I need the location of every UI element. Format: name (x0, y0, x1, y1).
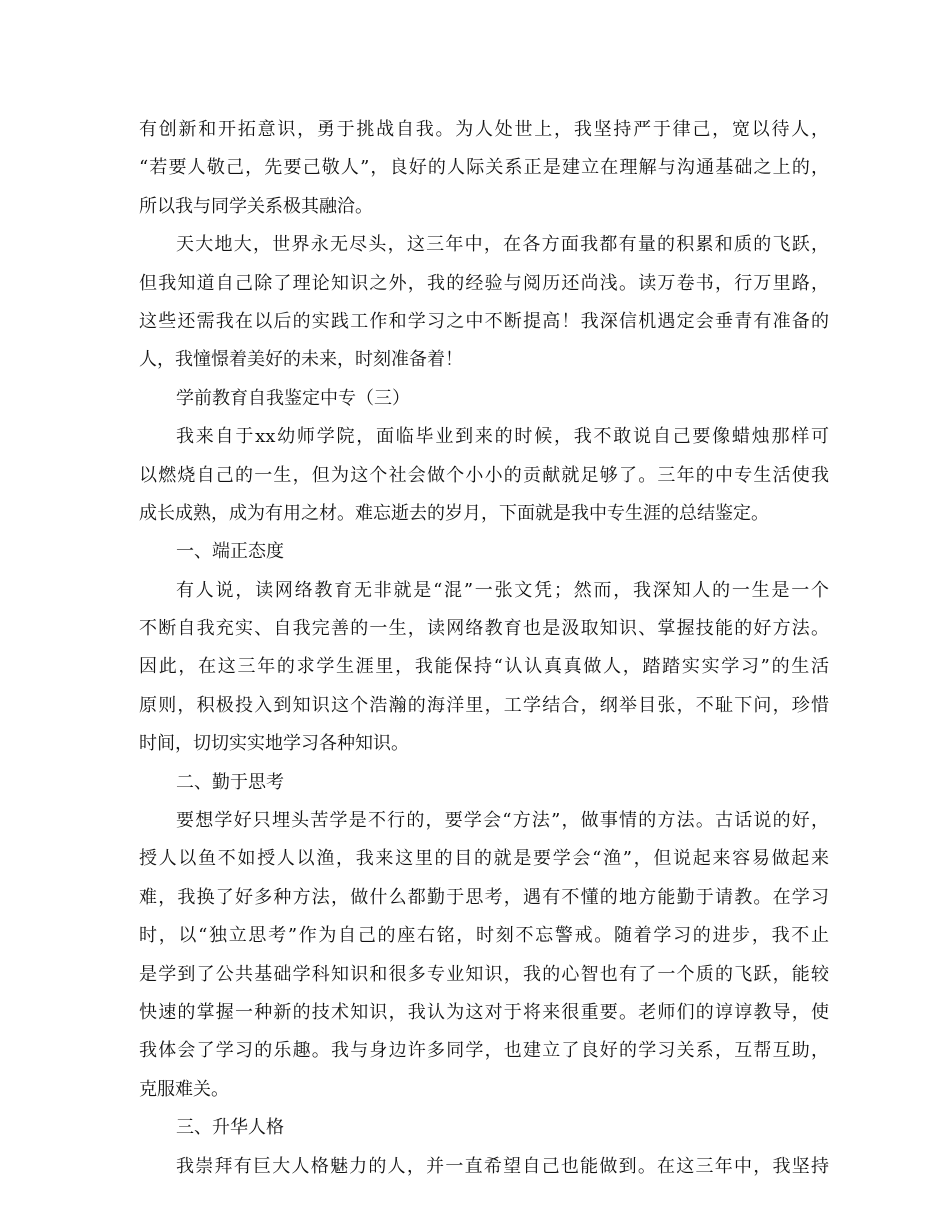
section-heading: 一、端正态度 (176, 541, 284, 563)
text-line: 授人以鱼不如授人以渔，我来这里的目的就是要学会“渔”，但说起来容易做起来 (139, 848, 829, 870)
text-line: 这些还需我在以后的实践工作和学习之中不断提高！我深信机遇定会垂青有准备的 (139, 310, 829, 332)
text-line: 克服难关。 (139, 1078, 229, 1100)
text-line: 所以我与同学关系极其融洽。 (139, 195, 373, 217)
text-line: 时间，切切实实地学习各种知识。 (139, 733, 409, 755)
paragraph-start-line: 天大地大，世界永无尽头，这三年中，在各方面我都有量的积累和质的飞跃， (176, 234, 829, 256)
text-line: 人，我憧憬着美好的未来，时刻准备着！ (139, 349, 463, 371)
text-line: 时，以“独立思考”作为自己的座右铭，时刻不忘警戒。随着学习的进步，我不止 (139, 925, 829, 947)
text-line: 原则，积极投入到知识这个浩瀚的海洋里，工学结合，纲举目张，不耻下问，珍惜 (139, 694, 829, 716)
text-line: 我体会了学习的乐趣。我与身边许多同学，也建立了良好的学习关系，互帮互助， (139, 1040, 829, 1062)
text-line: 有创新和开拓意识，勇于挑战自我。为人处世上，我坚持严于律己，宽以待人， (139, 119, 829, 140)
text-line: 成长成熟，成为有用之材。难忘逝去的岁月，下面就是我中专生涯的总结鉴定。 (139, 502, 769, 524)
paragraph-start-line: 我崇拜有巨大人格魅力的人，并一直希望自己也能做到。在这三年中，我坚持 (176, 1155, 829, 1177)
paragraph-start-line: 要想学好只埋头苦学是不行的，要学会“方法”，做事情的方法。古话说的好， (176, 810, 829, 832)
paragraph-start-line: 我来自于xx幼师学院，面临毕业到来的时候，我不敢说自己要像蜡烛那样可 (176, 426, 829, 448)
document-page (139, 111, 829, 1186)
text-line: “若要人敬己，先要己敬人”，良好的人际关系正是建立在理解与沟通基础之上的， (139, 157, 829, 179)
section-heading: 三、升华人格 (176, 1117, 284, 1139)
text-line: 难，我换了好多种方法，做什么都勤于思考，遇有不懂的地方能勤于请教。在学习 (139, 886, 829, 908)
text-line: 因此，在这三年的求学生涯里，我能保持“认认真真做人，踏踏实实学习”的生活 (139, 656, 829, 678)
paragraph-start-line: 有人说，读网络教育无非就是“混”一张文凭；然而，我深知人的一生是一个 (176, 579, 829, 601)
text-line: 但我知道自己除了理论知识之外，我的经验与阅历还尚浅。读万卷书，行万里路， (139, 272, 829, 294)
text-line: 以燃烧自己的一生，但为这个社会做个小小的贡献就足够了。三年的中专生活使我 (139, 464, 829, 486)
text-line: 快速的掌握一种新的技术知识，我认为这对于将来很重要。老师们的谆谆教导，使 (139, 1001, 829, 1023)
text-line: 是学到了公共基础学科知识和很多专业知识，我的心智也有了一个质的飞跃，能较 (139, 963, 829, 985)
section-heading: 二、勤于思考 (176, 771, 284, 793)
section-title: 学前教育自我鉴定中专（三） (176, 387, 410, 409)
text-line: 不断自我充实、自我完善的一生，读网络教育也是汲取知识、掌握技能的好方法。 (139, 618, 829, 640)
